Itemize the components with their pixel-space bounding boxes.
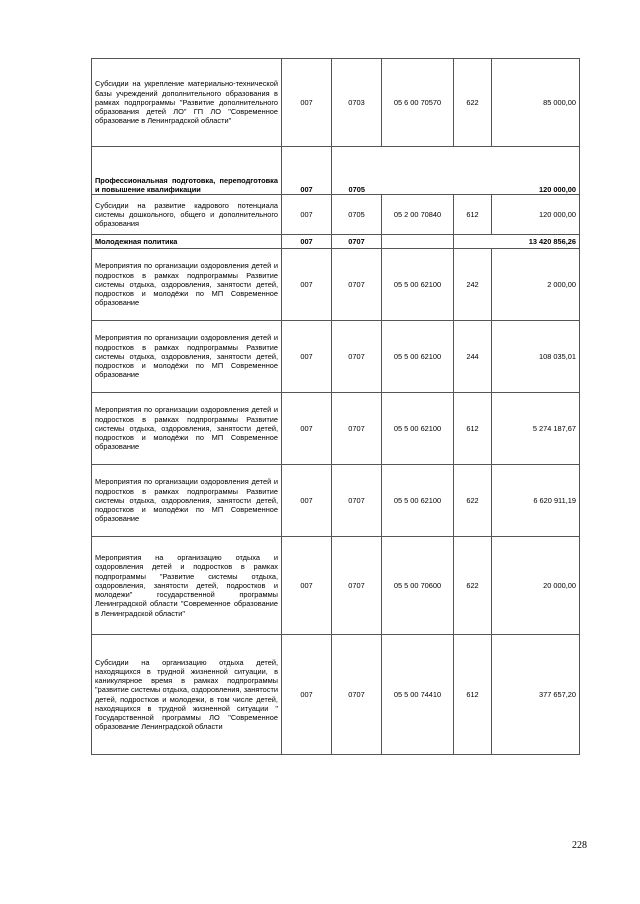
row-description: Субсидии на организацию отдыха детей, находящихся в трудной жизненной ситуации, в каникулярное время в рамках подпрограммы "развитие системы отдыха, оздоровления, занятости детей, подростков и молодежи, в том числе детей, находящихся в трудной жизненной ситуации " Государственной программы ЛО "Современное образование Ленинградской области: [92, 635, 282, 755]
row-description: Мероприятия по организации оздоровления детей и подростков в рамках подпрограммы Развитие системы отдыха, оздоровления, занятости детей, подростков и молодёжи по МП Современное образование: [92, 249, 282, 321]
page-number: 228: [572, 840, 587, 851]
table-row: [92, 393, 580, 465]
row-csr: 05 6 00 70570: [382, 59, 454, 147]
table-row: [92, 59, 580, 147]
row-vr: 242: [454, 249, 492, 321]
budget-table: [91, 58, 580, 755]
row-ved: 007: [282, 635, 332, 755]
row-csr: [382, 235, 454, 249]
row-csr: 05 5 00 62100: [382, 321, 454, 393]
row-rzpr: 0707: [332, 465, 382, 537]
row-vr: 244: [454, 321, 492, 393]
row-sum: 20 000,00: [492, 537, 580, 635]
row-sum: 2 000,00: [492, 249, 580, 321]
row-sum: 377 657,20: [492, 635, 580, 755]
row-csr: 05 2 00 70840: [382, 195, 454, 235]
row-csr: [382, 147, 454, 195]
row-ved: 007: [282, 147, 332, 195]
row-rzpr: 0707: [332, 393, 382, 465]
table-row: [92, 147, 580, 195]
table-row: [92, 235, 580, 249]
row-sum: 120 000,00: [492, 195, 580, 235]
row-sum: 5 274 187,67: [492, 393, 580, 465]
row-vr: [454, 147, 492, 195]
row-csr: 05 5 00 62100: [382, 249, 454, 321]
row-rzpr: 0707: [332, 537, 382, 635]
row-ved: 007: [282, 465, 332, 537]
row-ved: 007: [282, 235, 332, 249]
row-sum: 85 000,00: [492, 59, 580, 147]
row-sum: 108 035,01: [492, 321, 580, 393]
row-sum: 6 620 911,19: [492, 465, 580, 537]
row-rzpr: 0705: [332, 195, 382, 235]
table-row: [92, 249, 580, 321]
row-rzpr: 0707: [332, 249, 382, 321]
table-row: [92, 537, 580, 635]
row-vr: 612: [454, 393, 492, 465]
row-vr: 622: [454, 465, 492, 537]
row-ved: 007: [282, 59, 332, 147]
row-csr: 05 5 00 62100: [382, 465, 454, 537]
table-row: [92, 635, 580, 755]
row-description: Мероприятия на организацию отдыха и оздоровления детей и подростков в рамках подпрограммы "Развитие системы отдыха, оздоровления, занятости детей, подростков и молодежи" государственной программы Ленинградской области "Современное образование в Ленинградской области": [92, 537, 282, 635]
row-description: Субсидии на укрепление материально-технической базы учреждений дополнительного образования в рамках подпрограммы "Развитие дополнительного образования детей ЛО" ГП ЛО "Современное образование в Ленинградской области": [92, 59, 282, 147]
row-ved: 007: [282, 321, 332, 393]
row-csr: 05 5 00 70600: [382, 537, 454, 635]
row-rzpr: 0707: [332, 321, 382, 393]
table-row: [92, 321, 580, 393]
row-vr: [454, 235, 492, 249]
row-ved: 007: [282, 249, 332, 321]
row-rzpr: 0707: [332, 635, 382, 755]
row-ved: 007: [282, 393, 332, 465]
row-rzpr: 0703: [332, 59, 382, 147]
row-ved: 007: [282, 195, 332, 235]
table-row: [92, 195, 580, 235]
row-description: Мероприятия по организации оздоровления детей и подростков в рамках подпрограммы Развитие системы отдыха, оздоровления, занятости детей, подростков и молодёжи по МП Современное образование: [92, 393, 282, 465]
row-sum: 13 420 856,26: [492, 235, 580, 249]
row-description: Мероприятия по организации оздоровления детей и подростков в рамках подпрограммы Развитие системы отдыха, оздоровления, занятости детей, подростков и молодёжи по МП Современное образование: [92, 465, 282, 537]
table-row: [92, 465, 580, 537]
row-rzpr: 0707: [332, 235, 382, 249]
row-description: Субсидии на развитие кадрового потенциала системы дошкольного, общего и дополнительного образования: [92, 195, 282, 235]
row-ved: 007: [282, 537, 332, 635]
row-vr: 612: [454, 195, 492, 235]
row-description: Профессиональная подготовка, переподготовка и повышение квалификации: [92, 147, 282, 195]
row-csr: 05 5 00 74410: [382, 635, 454, 755]
row-vr: 612: [454, 635, 492, 755]
row-csr: 05 5 00 62100: [382, 393, 454, 465]
row-vr: 622: [454, 59, 492, 147]
row-vr: 622: [454, 537, 492, 635]
row-description: Молодежная политика: [92, 235, 282, 249]
row-description: Мероприятия по организации оздоровления детей и подростков в рамках подпрограммы Развитие системы отдыха, оздоровления, занятости детей, подростков и молодёжи по МП Современное образование: [92, 321, 282, 393]
row-sum: 120 000,00: [492, 147, 580, 195]
row-rzpr: 0705: [332, 147, 382, 195]
